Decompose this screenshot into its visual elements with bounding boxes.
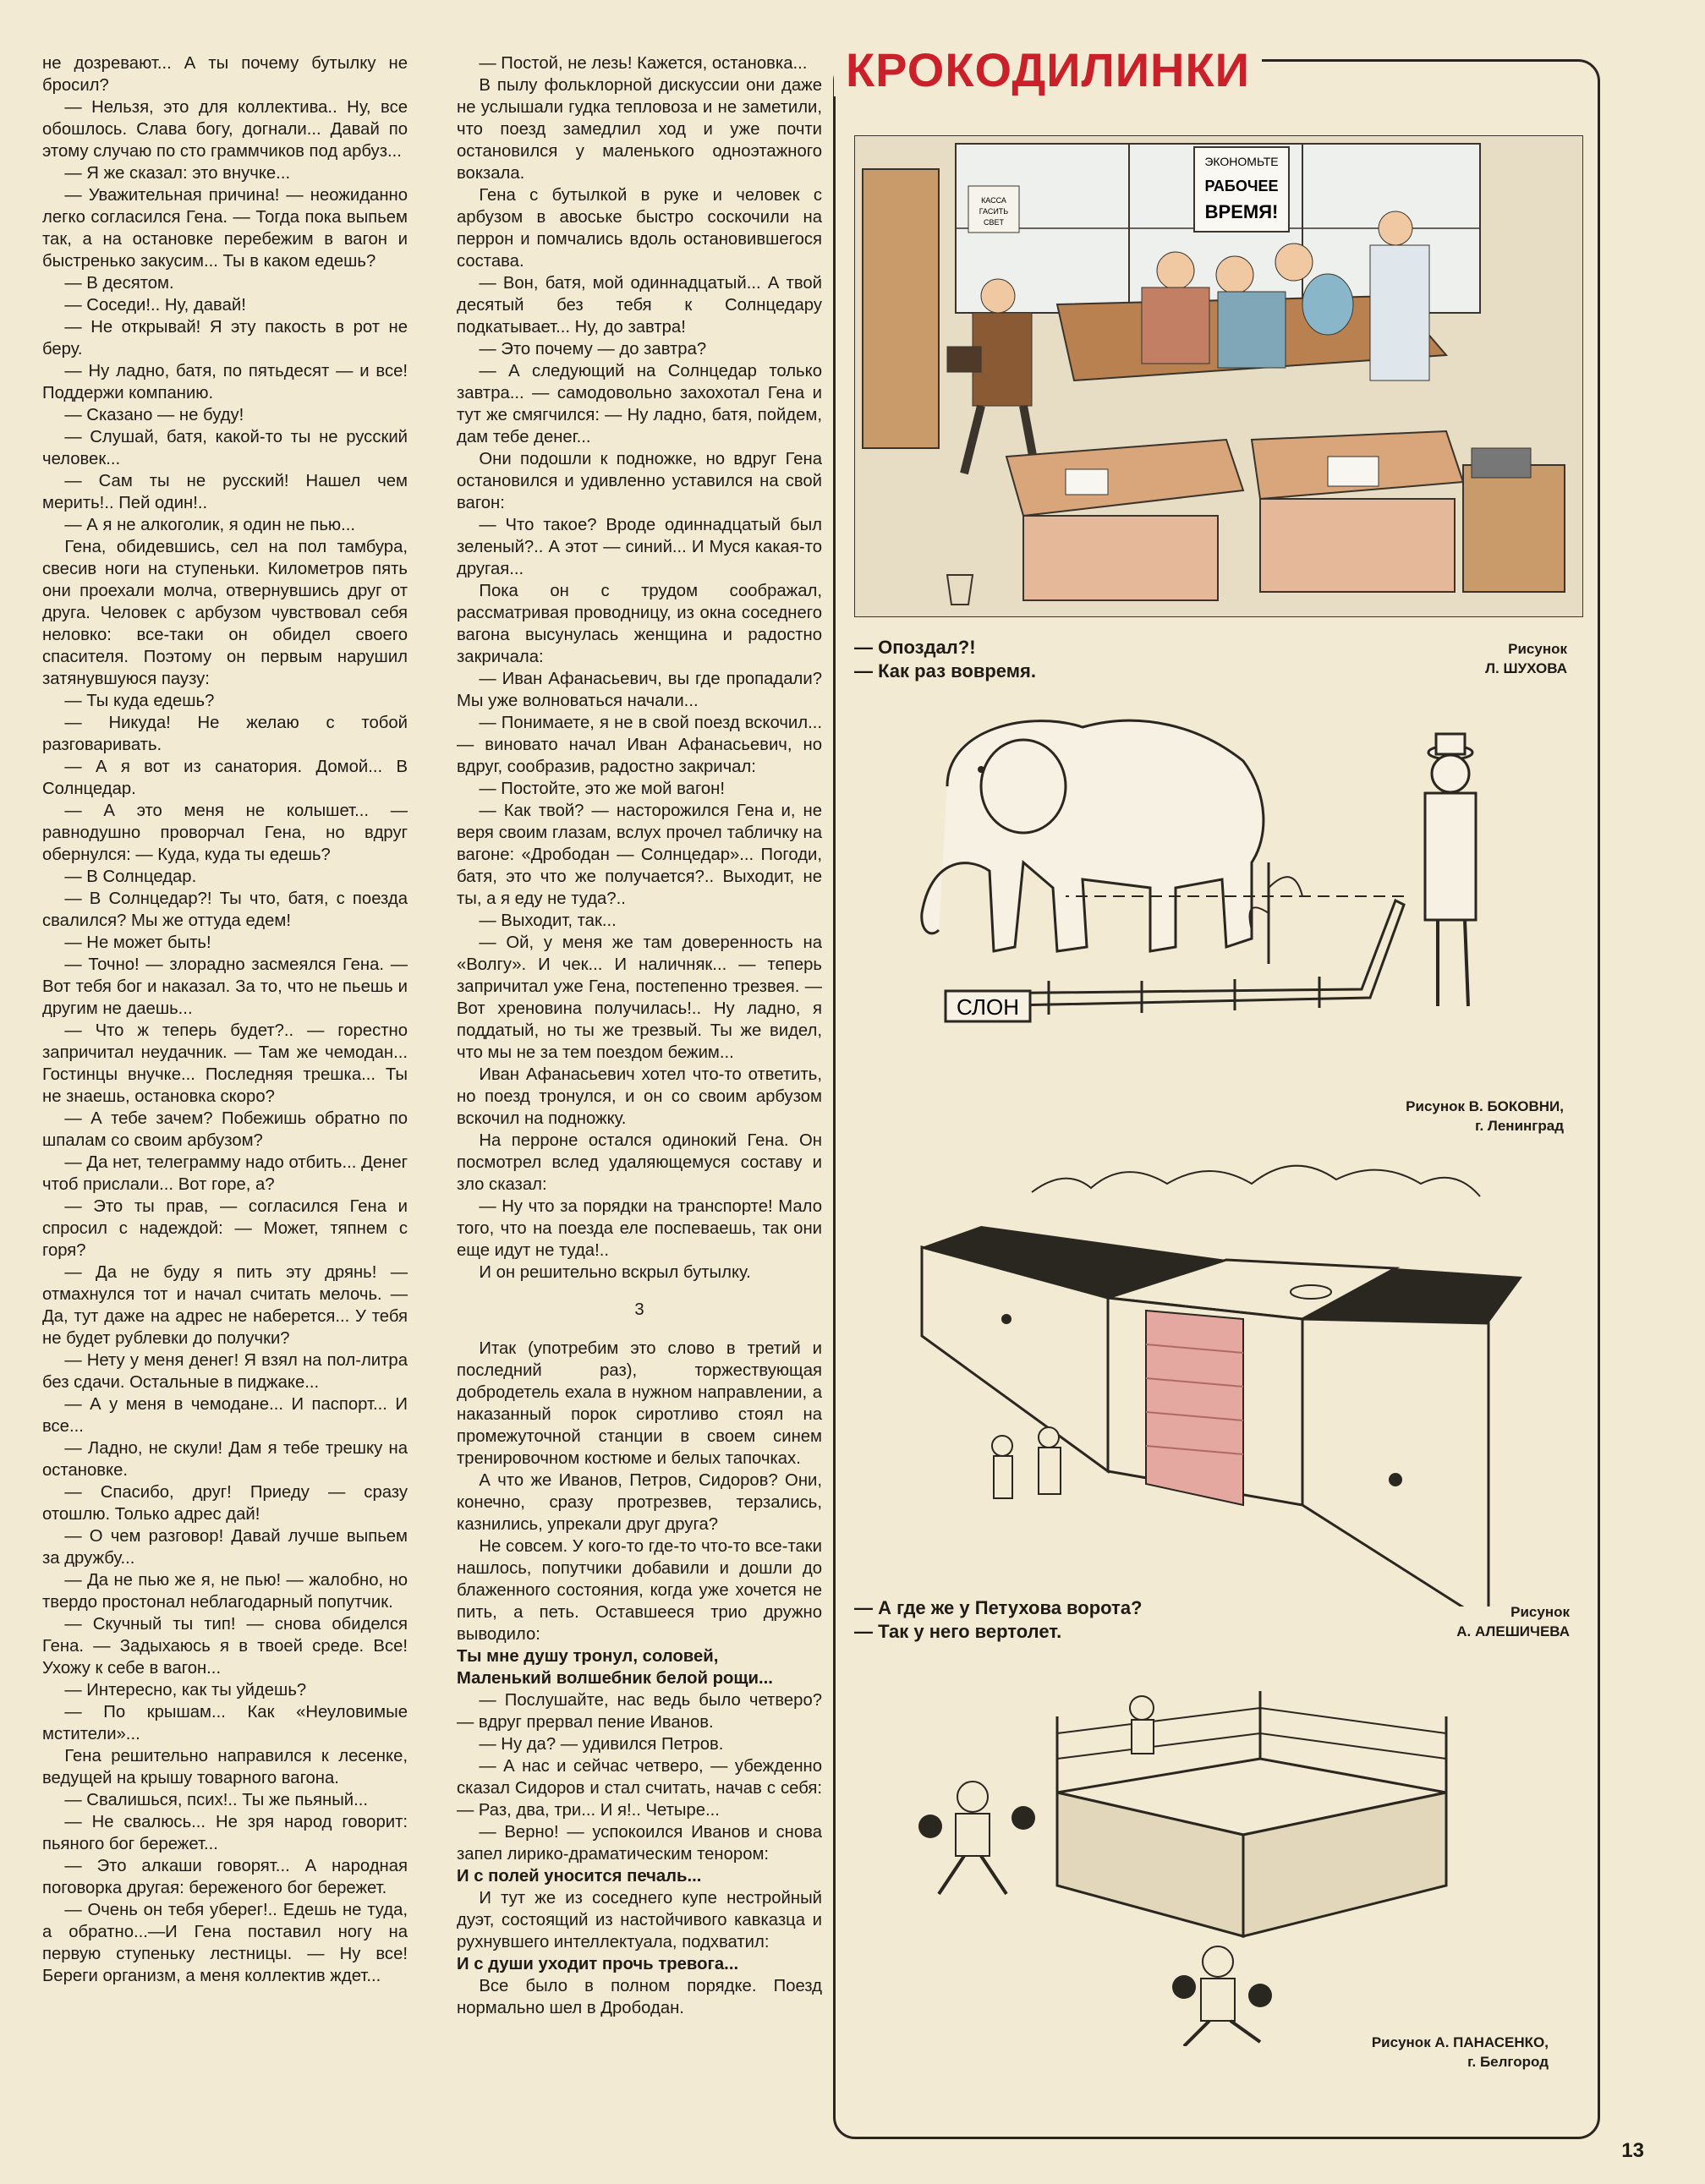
paragraph: — Свалишься, псих!.. Ты же пьяный... bbox=[64, 1791, 369, 1809]
page-number: 13 bbox=[1621, 2139, 1644, 2162]
paragraph: — Ну что за порядки на транспорте! Мало того, что на поезда еле поспеваешь, так они еще идут не туда!.. bbox=[457, 1197, 822, 1260]
paragraph: — Ты куда едешь? bbox=[64, 692, 215, 710]
paragraph: — Что такое? Вроде одиннадцатый был зеленый?.. А этот — синий... И Муся какая-то другая... bbox=[457, 516, 822, 578]
paragraph: — Нету у меня денег! Я взял на пол-литра без сдачи. Остальные в пиджаке... bbox=[42, 1351, 408, 1392]
paragraph: — Вон, батя, мой одиннадцатый... А твой десятый без тебя к Солнцедару подкатывает... Ну, до завтра! bbox=[457, 274, 822, 337]
caption-line: — Опоздал?! bbox=[854, 637, 976, 658]
poster-sign-text: КАССА bbox=[981, 196, 1006, 205]
paragraph: — Уважительная причина! — неожиданно легко согласился Гена. — Тогда пока выпьем так, а на остановке перебежим в вагон и быстренько закусим... Ты в каком едешь? bbox=[42, 186, 408, 271]
paragraph: — Ладно, не скули! Дам я тебе трешку на остановке. bbox=[42, 1439, 408, 1480]
paragraph: — А я вот из санатория. Домой... В Солнцедар. bbox=[42, 758, 408, 798]
paragraph: — Скучный ты тип! — снова обиделся Гена. — Задыхаюсь я в твоей среде. Все! Ухожу к себе в вагон... bbox=[42, 1615, 408, 1678]
paragraph: — Точно! — злорадно засмеялся Гена. — Вот тебя бог и наказал. За то, что не пьешь и другим не даешь... bbox=[42, 955, 408, 1018]
paragraph: не дозревают... А ты почему бутылку не бросил? bbox=[42, 54, 408, 95]
column2-part-b bbox=[457, 1338, 822, 1645]
paragraph: Гена с бутылкой в руке и человек с арбузом в авоське быстро соскочили на перрон и помчались вдоль остановившегося состава. bbox=[457, 186, 822, 271]
column2-part-e bbox=[457, 1975, 822, 2019]
paragraph: — Послушайте, нас ведь было четверо? — вдруг прервал пение Иванов. bbox=[457, 1691, 822, 1732]
paragraph: — Постойте, это же мой вагон! bbox=[479, 780, 726, 798]
paragraph: Гена решительно направился к лесенке, ведущей на крышу товарного вагона. bbox=[42, 1747, 408, 1787]
paragraph: На перроне остался одинокий Гена. Он посмотрел вслед удаляющемуся составу и зло сказал: bbox=[457, 1131, 822, 1194]
paragraph: — Верно! — успокоился Иванов и снова запел лирико-драматическим тенором: bbox=[457, 1823, 822, 1864]
article-column-2 bbox=[457, 52, 822, 2019]
wall-poster-text: РАБОЧЕЕ bbox=[1204, 178, 1279, 194]
cartoon-3-credit bbox=[1456, 1602, 1570, 1641]
cartoon-boxing-illustration bbox=[905, 1683, 1531, 2046]
rubric-title: КРОКОДИЛИНКИ bbox=[834, 44, 1262, 96]
credit-line: Рисунок А. ПАНАСЕНКО, bbox=[1371, 2034, 1549, 2050]
paragraph: — А у меня в чемодане... И паспорт... И все... bbox=[42, 1395, 408, 1436]
elephant-sign-text: СЛОН bbox=[957, 994, 1019, 1020]
paragraph: — Не свалюсь... Не зря народ говорит: пьяного бог бережет... bbox=[42, 1813, 408, 1853]
caption-line: — Как раз вовремя. bbox=[854, 660, 1036, 681]
cartoon-2-credit bbox=[1406, 1097, 1564, 1136]
paragraph: — Да не буду я пить эту дрянь! — отмахнулся тот и начал считать мелочь. — Да, тут даже на адрес не наберется... У тебя не будет рублевки до получки? bbox=[42, 1263, 408, 1348]
paragraph: — В Солнцедар. bbox=[64, 868, 197, 886]
cartoon-office-illustration bbox=[854, 135, 1583, 617]
cartoon-1-credit bbox=[1485, 639, 1567, 678]
song-line: Маленький волшебник белой рощи... bbox=[457, 1669, 773, 1688]
paragraph: — В десятом. bbox=[64, 274, 174, 293]
credit-line: Рисунок bbox=[1508, 641, 1567, 657]
caption-line: — А где же у Петухова ворота? bbox=[854, 1597, 1143, 1618]
paragraph: — Спасибо, друг! Приеду — сразу отошлю. Только адрес дай! bbox=[42, 1483, 408, 1524]
column2-part-d bbox=[457, 1887, 822, 1953]
paragraph: Не совсем. У кого-то где-то что-то все-таки нашлось, попутчики добавили и дошли до блаженного состояния, когда уже хочется не пить, а петь. Оставшееся трио дружно выводило: bbox=[457, 1537, 822, 1644]
paragraph: — Ну да? — удивился Петров. bbox=[479, 1735, 724, 1754]
paragraph: — А нас и сейчас четверо, — убежденно сказал Сидоров и стал считать, начав с себя: — Раз, два, три... И я!.. Четыре... bbox=[457, 1757, 822, 1820]
poster-sign-text: СВЕТ bbox=[983, 218, 1005, 227]
paragraph: — Интересно, как ты уйдешь? bbox=[64, 1681, 307, 1700]
paragraph: — Не открывай! Я эту пакость в рот не беру. bbox=[42, 318, 408, 359]
paragraph: — Что ж теперь будет?.. — горестно запричитал неудачник. — Там же чемодан... Гостинцы внучке... Последняя трешка... Ты не знаешь, остановка скоро? bbox=[42, 1021, 408, 1106]
credit-line: г. Ленинград bbox=[1475, 1118, 1564, 1134]
paragraph: — Нельзя, это для коллектива.. Ну, все обошлось. Слава богу, догнали... Давай по этому случаю по сто граммчиков под арбуз... bbox=[42, 98, 408, 161]
cartoon-garages-illustration bbox=[913, 1150, 1539, 1607]
paragraph: Итак (употребим это слово в третий и последний раз), торжествующая добродетель ехала в нужном направлении, а наказанный порок сиротливо стоял на промежуточной станции в своем синем тренировочном костюме и белых тапочках. bbox=[457, 1339, 822, 1468]
paragraph: А что же Иванов, Петров, Сидоров? Они, конечно, сразу протрезвев, терзались, казнились, упрекали друг друга? bbox=[457, 1471, 822, 1534]
caption-line: — Так у него вертолет. bbox=[854, 1621, 1062, 1642]
section-number: 3 bbox=[634, 1300, 644, 1319]
paragraph: — А следующий на Солнцедар только завтра... — самодовольно захохотал Гена и тут же смягчился: — Ну ладно, батя, пойдем, дам тебе денег... bbox=[457, 362, 822, 446]
paragraph: И он решительно вскрыл бутылку. bbox=[479, 1263, 751, 1282]
paragraph: — Не может быть! bbox=[64, 933, 211, 952]
song-line: И с полей уносится печаль... bbox=[457, 1867, 702, 1886]
credit-line: г. Белгород bbox=[1467, 2054, 1549, 2070]
paragraph: Гена, обидевшись, сел на пол тамбура, свесив ноги на ступеньки. Километров пять они проехали молча, отвернувшись друг от друга. Человек с арбузом чувствовал себя неловко: все-таки он обидел своего спасителя. Поэтому он первым нарушил затянувшуюся паузу: bbox=[42, 538, 408, 688]
paragraph: — Это алкаши говорят... А народная поговорка другая: береженого бог бережет. bbox=[42, 1857, 408, 1897]
paragraph: — Постой, не лезь! Кажется, остановка... bbox=[479, 54, 808, 73]
paragraph: — Как твой? — насторожился Гена и, не веря своим глазам, вслух прочел табличку на вагоне: «Дрободан — Солнцедар»... Погоди, батя, это что же получается?.. Выходит, не ты, а я еду не туда?.. bbox=[457, 802, 822, 908]
credit-line: Рисунок В. БОКОВНИ, bbox=[1406, 1098, 1564, 1114]
paragraph: — Да не пью же я, не пью! — жалобно, но твердо простонал неблагодарный попутчик. bbox=[42, 1571, 408, 1612]
paragraph: — Соседи!.. Ну, давай! bbox=[64, 296, 246, 315]
paragraph: — Слушай, батя, какой-то ты не русский человек... bbox=[42, 428, 408, 468]
paragraph: Пока он с трудом соображал, рассматривая проводницу, из окна соседнего вагона высунулась женщина и радостно закричала: bbox=[457, 582, 822, 666]
paragraph: — Это ты прав, — согласился Гена и спросил с надеждой: — Может, тяпнем с горя? bbox=[42, 1197, 408, 1260]
paragraph: — По крышам... Как «Неуловимые мстители»... bbox=[42, 1703, 408, 1743]
paragraph: — А я не алкоголик, я один не пью... bbox=[64, 516, 355, 534]
paragraph: — Я же сказал: это внучке... bbox=[64, 164, 291, 183]
paragraph: — О чем разговор! Давай лучше выпьем за дружбу... bbox=[42, 1527, 408, 1568]
paragraph: — Да нет, телеграмму надо отбить... Денег чтоб прислали... Вот горе, а? bbox=[42, 1153, 408, 1194]
paragraph: И тут же из соседнего купе нестройный дуэт, состоящий из настойчивого кавказца и рухнувшего интеллектуала, подхватил: bbox=[457, 1889, 822, 1951]
cartoon-1-caption bbox=[854, 636, 1036, 683]
article-column-1 bbox=[42, 52, 408, 1987]
paragraph: — Понимаете, я не в свой поезд вскочил... — виновато начал Иван Афанасьевич, но вдруг, сообразив, радостно закричал: bbox=[457, 714, 822, 776]
cartoon-elephant-illustration bbox=[896, 693, 1539, 1065]
paragraph: Иван Афанасьевич хотел что-то ответить, но поезд тронулся, и он со своим арбузом вскочил на подножку. bbox=[457, 1065, 822, 1128]
paragraph: — Выходит, так... bbox=[479, 911, 617, 930]
cartoon-4-credit bbox=[1372, 2033, 1549, 2072]
column2-part-a bbox=[457, 52, 822, 1284]
column2-part-c bbox=[457, 1689, 822, 1865]
wall-poster-text: ЭКОНОМЬТЕ bbox=[1204, 155, 1279, 168]
paragraph: Все было в полном порядке. Поезд нормально шел в Дрободан. bbox=[457, 1977, 822, 2017]
paragraph: — Сам ты не русский! Нашел чем мерить!.. Пей один!.. bbox=[42, 472, 408, 512]
paragraph: В пылу фольклорной дискуссии они даже не услышали гудка тепловоза и не заметили, что поезд замедлил ход и уже почти остановился у маленького одноэтажного вокзала. bbox=[457, 76, 822, 183]
paragraph: — Это почему — до завтра? bbox=[479, 340, 707, 359]
paragraph: Они подошли к подножке, но вдруг Гена остановился и удивленно уставился на свой вагон: bbox=[457, 450, 822, 512]
paragraph: — Ой, у меня же там доверенность на «Волгу». И чек... И наличняк... — теперь запричитал уже Гена, постепенно трезвея. — Вот хреновина получилась!.. Ну ладно, я поддатый, но ты же трезвый. Ты же видел, что мы не за тем поездом бежим... bbox=[457, 933, 822, 1062]
credit-line: Л. ШУХОВА bbox=[1485, 660, 1567, 676]
paragraph: — Очень он тебя уберег!.. Едешь не туда, а обратно...—И Гена поставил ногу на первую ступеньку лестницы. — Ну все! Береги организм, а меня коллектив ждет... bbox=[42, 1901, 408, 1985]
poster-sign-text: ГАСИТЬ bbox=[979, 207, 1009, 216]
song-line: Ты мне душу тронул, соловей, bbox=[457, 1647, 719, 1666]
paragraph: — Никуда! Не желаю с тобой разговаривать. bbox=[42, 714, 408, 754]
paragraph: — Сказано — не буду! bbox=[64, 406, 244, 424]
credit-line: А. АЛЕШИЧЕВА bbox=[1456, 1623, 1570, 1639]
paragraph: — А это меня не колышет... — равнодушно проворчал Гена, но вдруг обернулся: — Куда, куда ты едешь? bbox=[42, 802, 408, 864]
paragraph: — Иван Афанасьевич, вы где пропадали? Мы уже волноваться начали... bbox=[457, 670, 822, 710]
cartoon-3-caption bbox=[854, 1596, 1143, 1644]
paragraph: — В Солнцедар?! Ты что, батя, с поезда свалился? Мы же оттуда едем! bbox=[42, 889, 408, 930]
paragraph: — А тебе зачем? Побежишь обратно по шпалам со своим арбузом? bbox=[42, 1109, 408, 1150]
paragraph: — Ну ладно, батя, по пятьдесят — и все! Поддержи компанию. bbox=[42, 362, 408, 402]
wall-poster-text: ВРЕМЯ! bbox=[1204, 201, 1279, 222]
credit-line: Рисунок bbox=[1510, 1604, 1570, 1620]
song-line: И с души уходит прочь тревога... bbox=[457, 1955, 739, 1973]
